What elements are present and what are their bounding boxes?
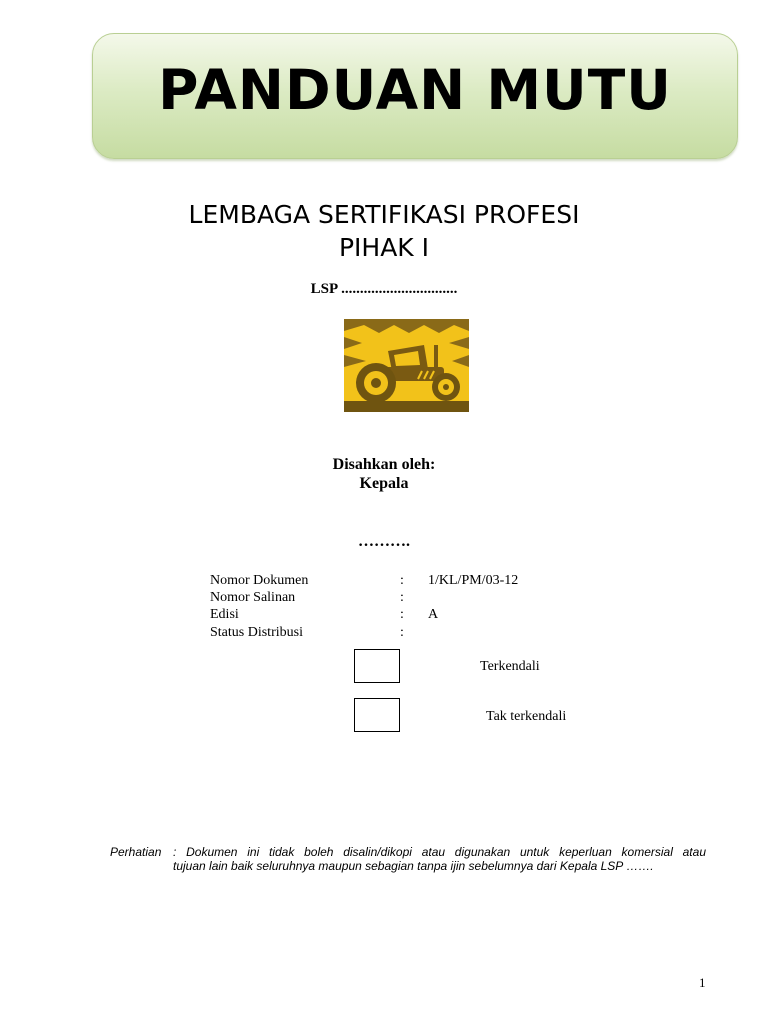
tractor-icon	[344, 319, 469, 412]
meta-label: Edisi	[210, 607, 239, 622]
meta-colon: :	[400, 573, 404, 588]
signature-placeholder: ……….	[358, 533, 410, 550]
meta-colon: :	[400, 590, 404, 605]
institution-subtitle: PIHAK I	[338, 233, 430, 262]
meta-label: Nomor Salinan	[210, 590, 296, 605]
notice-colon: :	[173, 845, 177, 859]
meta-value: 1/KL/PM/03-12	[428, 573, 519, 588]
notice-text	[173, 845, 706, 873]
document-title: PANDUAN MUTU	[158, 58, 672, 122]
notice-label: Perhatian	[110, 845, 162, 859]
controlled-label: Terkendali	[480, 659, 540, 674]
meta-colon: :	[400, 607, 404, 622]
notice-line-1	[173, 845, 706, 859]
meta-value: A	[428, 607, 439, 622]
page-number: 1	[699, 975, 706, 990]
approver-title: Kepala	[359, 475, 409, 492]
uncontrolled-checkbox[interactable]	[354, 698, 400, 732]
notice-line-2-text: tujuan lain baik seluruhnya maupun sebagian tanpa ijin sebelumnya dari Kepala LSP …….	[173, 859, 654, 873]
notice-line-1-text: Dokumen ini tidak boleh disalin/dikopi atau digunakan untuk keperluan komersial atau	[186, 845, 706, 859]
meta-label: Nomor Dokumen	[210, 573, 309, 588]
controlled-checkbox[interactable]	[354, 649, 400, 683]
meta-colon: :	[400, 625, 404, 640]
title-banner	[92, 33, 738, 159]
notice-line-2	[173, 859, 706, 873]
meta-label: Status Distribusi	[210, 625, 303, 640]
approved-by-label: Disahkan oleh:	[332, 456, 436, 473]
uncontrolled-label: Tak terkendali	[486, 709, 567, 724]
lsp-name-line: LSP ...............................	[310, 281, 458, 297]
institution-name: LEMBAGA SERTIFIKASI PROFESI	[188, 200, 580, 229]
